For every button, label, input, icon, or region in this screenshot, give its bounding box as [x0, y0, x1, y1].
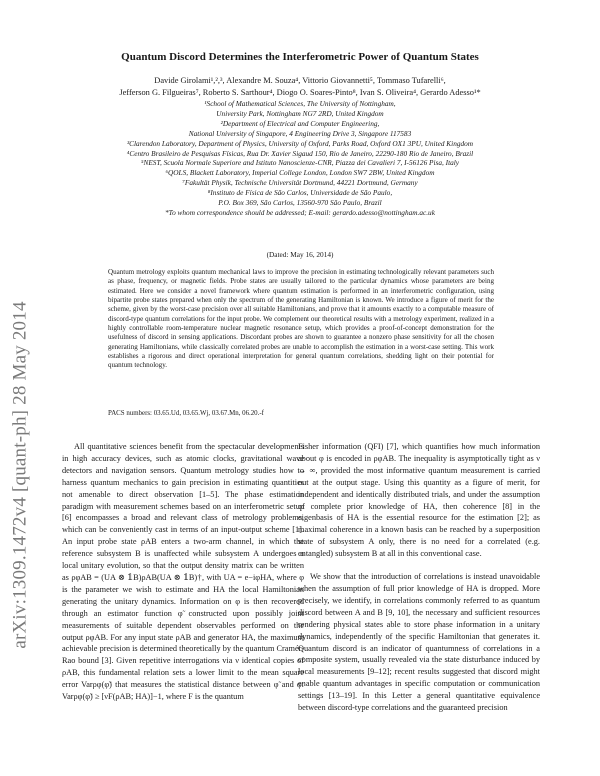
arxiv-identifier[interactable]: arXiv:1309.1472v4 [quant-ph] 28 May 2014 [10, 301, 31, 649]
affiliation-line: ⁵NEST, Scuola Normale Superiore and Istituto Nanoscienze-CNR, Piazza dei Cavalieri 7, I-56126 Pisa, Italy [140, 158, 460, 168]
authors-line: Davide Girolami¹,²,³, Alexandre M. Souza⁴, Vittorio Giovannetti⁵, Tommaso Tufarelli⁶, [154, 76, 446, 85]
affiliation-line: ⁶QOLS, Blackett Laboratory, Imperial College London, London SW7 2BW, United Kingdom [165, 168, 435, 178]
affiliation-line: University Park, Nottingham NG7 2RD, United Kingdom [216, 108, 384, 118]
affiliation-line: National University of Singapore, 4 Engineering Drive 3, Singapore 117583 [188, 128, 412, 138]
correspondence-email[interactable]: *To whom correspondence should be addressed; E-mail: gerardo.adesso@nottingham.ac.uk [165, 207, 435, 217]
body-paragraph: We show that the introduction of correlations is instead unavoidable when the assumption of full prior knowledge of HA is dropped. More precisely, we identify, in correlations commonly referred to as quantum discord between A and B [9, 10], the necessary and sufficient resources rendering physical states able to store phase information in a unitary dynamics, independently of the specific Hamiltonian that generates it. Quantum discord is an indicator of quantumness of correlations in a composite system, usually revealed via the state disturbance induced by local measurements [9–12]; recent results suggested that discord might enable quantum advantages in specific computation or communication settings [13–19]. In this Letter a general quantitative equivalence between discord-type correlations and the guaranteed precision [298, 572, 540, 713]
author-list [70, 75, 530, 99]
body-paragraph: Fisher information (QFI) [7], which quantifies how much information about φ is encoded in ρφAB. The inequality is asymptotically tight as ν → ∞, provided the most informative quantum measurement is carried out at the output stage. Using this quantity as a figure of merit, for independent and identically distributed trials, and under the assumption of complete prior knowledge of HA, then coherence [8] in the eigenbasis of HA is the essential resource for the estimation [2]; as maximal coherence in a known basis can be reached by a superposition state of subsystem A only, there is no need for a correlated (e.g. entangled) subsystem B at all in this conventional case. [298, 442, 540, 559]
affiliation-line: ³Clarendon Laboratory, Department of Physics, University of Oxford, Parks Road, Oxford OX1 3PU, United Kingdom [126, 138, 474, 148]
affiliation-line: ⁴Centro Brasileiro de Pesquisas Físicas, Rua Dr. Xavier Sigaud 150, Rio de Janeiro, 22290-180 Rio de Janeiro, Brazil [126, 148, 474, 158]
right-column [298, 441, 540, 714]
paper-title: Quantum Discord Determines the Interferometric Power of Quantum States [121, 51, 479, 63]
affiliation-line: ⁸Instituto de Física de São Carlos, Universidade de São Paulo, [207, 188, 393, 198]
pacs-numbers: PACS numbers: 03.65.Ud, 03.65.Wj, 03.67.Mn, 06.20.-f [108, 410, 264, 417]
abstract: Quantum metrology exploits quantum mechanical laws to improve the precision in estimating technologically relevant parameters such as phase, frequency, or magnetic fields. Probe states are usually tailored to the particular dynamics whose parameters are being estimated. Here we consider a novel framework where quantum estimation is performed in an interferometric configuration, using bipartite probe states prepared when only the spectrum of the generating Hamiltonian is known. We introduce a figure of merit for the scheme, given by the worst-case precision over all suitable Hamiltonians, and prove that it amounts exactly to a computable measure of discord-type quantum correlations for the input probe. We complement our theoretical results with a metrology experiment, realized in a highly controllable room-temperature nuclear magnetic resonance setup, which provides a proof-of-concept demonstration for the usefulness of discord in sensing applications. Discordant probes are shown to guarantee a nonzero phase sensitivity for all the chosen generating Hamiltonians, while classically correlated probes are unable to accomplish the estimation in a worst-case setting. This work establishes a rigorous and direct operational interpretation for general quantum correlations, shedding light on their potential for quantum technology. [108, 268, 494, 370]
affiliation-line: ⁷Fakultät Physik, Technische Universität Dortmund, 44221 Dortmund, Germany [182, 178, 418, 188]
affiliation-line: ¹School of Mathematical Sciences, The University of Nottingham, [204, 99, 396, 108]
arxiv-stamp [6, 215, 36, 735]
affiliation-line: P.O. Box 369, São Carlos, 13560-970 São Paulo, Brazil [218, 198, 382, 208]
body-paragraph: All quantitative sciences benefit from the spectacular developments in high accuracy devices, such as atomic clocks, gravitational wave detectors and navigation sensors. Quantum metrology studies how to harness quantum mechanics to gain precision in estimating quantities not amenable to direct observation [1–5]. The phase estimation paradigm with measurement schemes based on an interferometric setup [6] encompasses a broad and relevant class of metrology problems, which can be conveniently cast in terms of an input-output scheme [1]. An input probe state ρAB enters a two-arm channel, in which the reference subsystem B is unaffected while subsystem A undergoes a local unitary evolution, so that the output density matrix can be written as ρφAB = (UA ⊗ 𝟙B)ρAB(UA ⊗ 𝟙B)†, with UA = e−iφHA, where φ is the parameter we wish to estimate and HA the local Hamiltonian generating the unitary dynamics. Information on φ is then recovered through an estimator function φ̃ constructed upon possibly joint measurements of suitable dependent observables performed on the output ρφAB. For any input state ρAB and generator HA, the maximum achievable precision is determined theoretically by the quantum Cramér-Rao bound [3]. Given repetitive interrogations via ν identical copies of ρAB, this fundamental relation sets a lower limit to the mean square error Varρφ(φ̃) that measures the statistical distance between φ̃ and φ: Varρφ(φ̃) ≥ [νF(ρAB; HA)]−1, where F is the quantum [62, 442, 304, 702]
left-column [62, 441, 304, 703]
affiliation-line: ²Department of Electrical and Computer Engineering, [220, 118, 380, 128]
authors-line: Jefferson G. Filgueiras⁷, Roberto S. Sarthour⁴, Diogo O. Soares-Pinto⁸, Ivan S. Oliveira⁴, Gerardo Adesso¹* [119, 88, 481, 97]
dated-line: (Dated: May 16, 2014) [266, 250, 334, 259]
affiliations [70, 99, 530, 218]
